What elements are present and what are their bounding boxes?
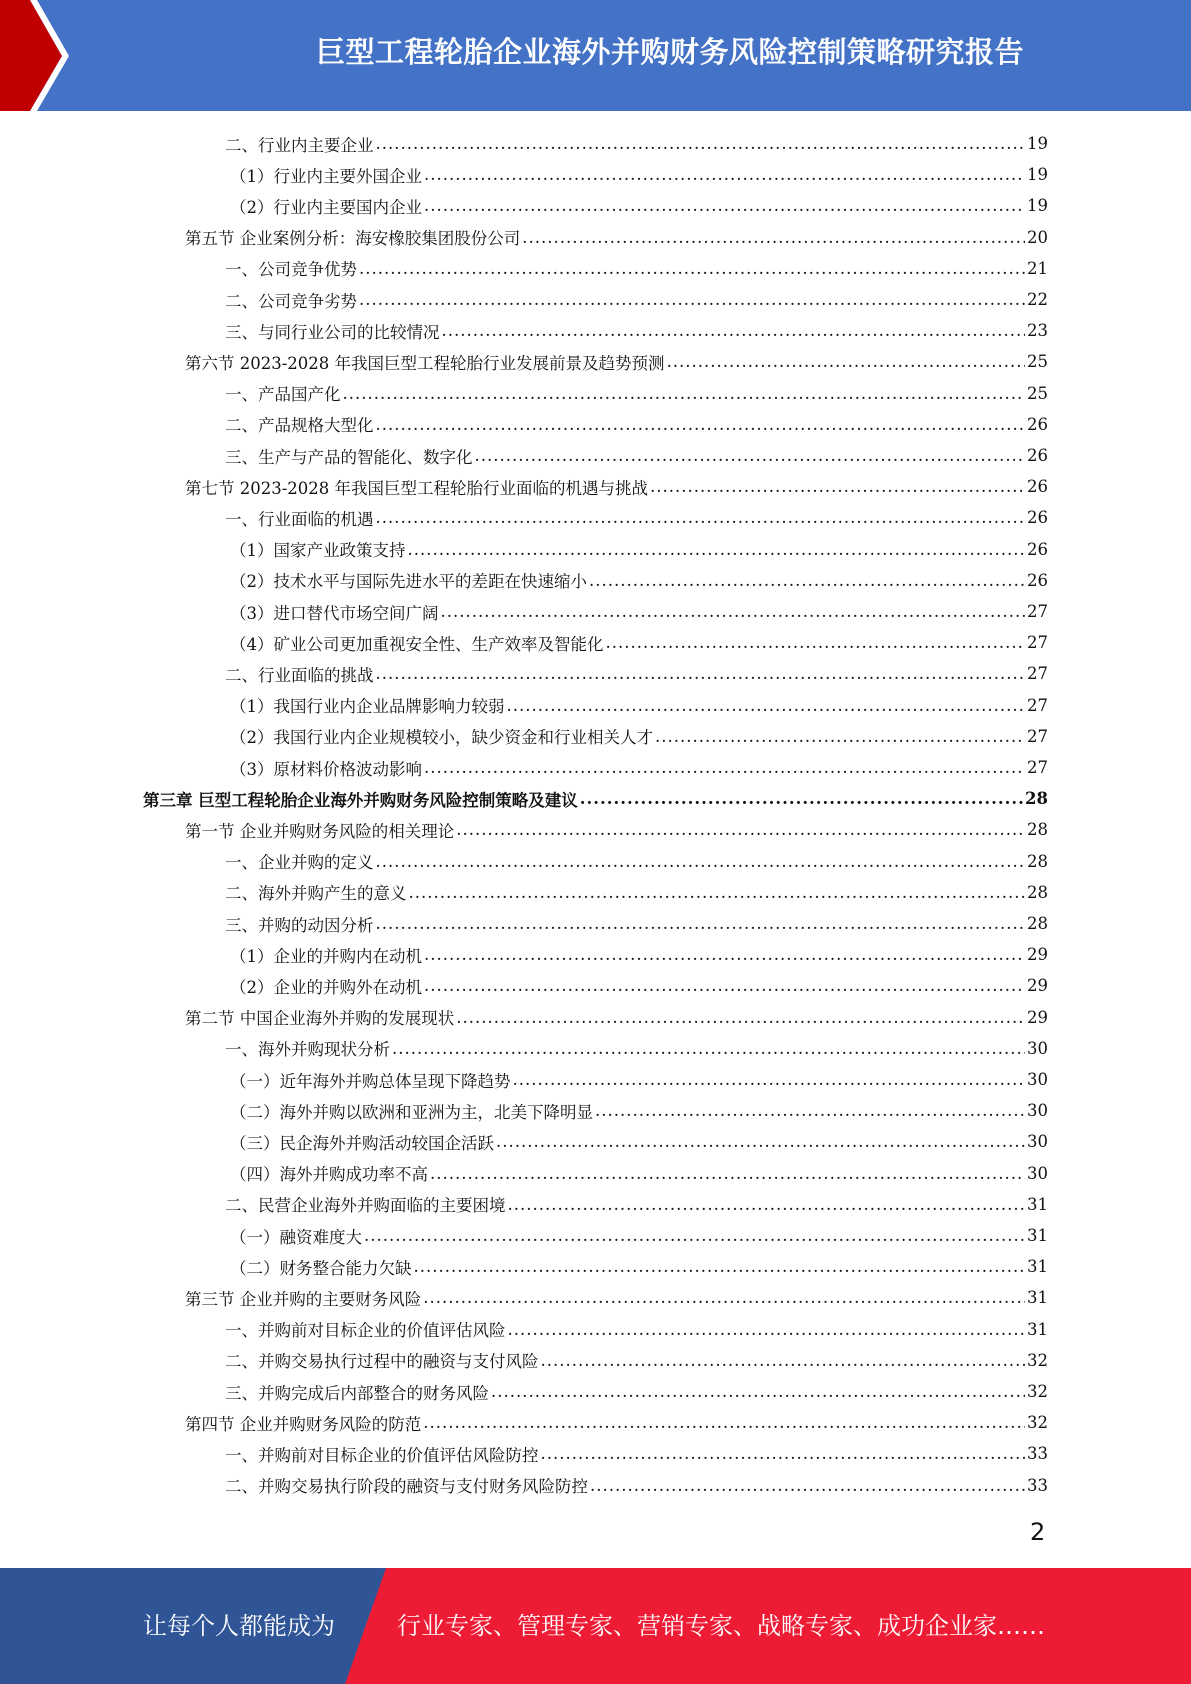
toc-entry-title: 三、并购的动因分析 [225, 915, 374, 935]
toc-leader-dots [507, 696, 1026, 715]
toc-entry-page: 28 [1027, 820, 1048, 840]
toc-entry-page: 21 [1027, 258, 1048, 278]
toc-entry-title: 一、并购前对目标企业的价值评估风险防控 [225, 1445, 539, 1465]
page-footer [0, 1568, 1191, 1684]
toc-leader-dots [424, 976, 1025, 995]
toc-leader-dots [343, 384, 1026, 403]
toc-leader-dots [508, 1320, 1026, 1339]
toc-entry-title: 一、海外并购现状分析 [225, 1040, 390, 1060]
toc-leader-dots [376, 852, 1026, 871]
toc-entry[interactable] [225, 1314, 1048, 1345]
toc-entry[interactable] [225, 128, 1048, 159]
toc-entry-page: 31 [1027, 1319, 1048, 1339]
toc-entry[interactable] [225, 1033, 1048, 1064]
toc-entry-title: （2）行业内主要国内企业 [230, 197, 422, 217]
toc-entry[interactable] [185, 1002, 1048, 1033]
toc-entry-page: 33 [1027, 1444, 1048, 1464]
toc-entry-page: 28 [1027, 882, 1048, 902]
toc-entry-page: 30 [1027, 1132, 1048, 1152]
toc-entry[interactable] [230, 190, 1048, 221]
toc-entry-page: 27 [1027, 602, 1048, 621]
toc-leader-dots [508, 1195, 1026, 1214]
toc-entry-page: 30 [1027, 1070, 1048, 1089]
toc-leader-dots [423, 1413, 1025, 1432]
toc-entry-page: 19 [1027, 165, 1048, 185]
toc-entry-page: 26 [1027, 539, 1048, 559]
toc-entry-page: 29 [1027, 976, 1048, 996]
toc-entry-title: （1）企业的并购内在动机 [230, 946, 422, 966]
toc-entry-page: 28 [1027, 851, 1048, 871]
toc-entry-page: 31 [1027, 1194, 1048, 1214]
toc-entry-title: 第五节 企业案例分析：海安橡胶集团股份公司 [185, 229, 521, 249]
toc-entry-page: 31 [1027, 1226, 1048, 1245]
toc-leader-dots [414, 1257, 1026, 1276]
toc-entry[interactable] [230, 1158, 1048, 1189]
toc-entry-page: 32 [1027, 1350, 1048, 1370]
toc-leader-dots [650, 477, 1025, 496]
toc-entry-title: （3）进口替代市场空间广阔 [230, 603, 439, 623]
toc-leader-dots [475, 446, 1026, 465]
toc-leader-dots [589, 571, 1025, 590]
toc-entry[interactable] [225, 253, 1048, 284]
toc-entry-title: 第三章 巨型工程轮胎企业海外并购财务风险控制策略及建议 [143, 790, 578, 810]
page-header [0, 0, 1191, 111]
toc-entry-title: 二、行业内主要企业 [225, 135, 374, 155]
toc-entry[interactable] [225, 658, 1048, 689]
toc-entry[interactable] [225, 1345, 1048, 1376]
toc-entry-title: 二、并购交易执行过程中的融资与支付风险 [225, 1352, 539, 1372]
toc-leader-dots [359, 290, 1025, 309]
toc-leader-dots [408, 540, 1026, 559]
toc-leader-dots [424, 758, 1025, 777]
header-chevron-decoration [0, 0, 160, 111]
toc-entry-title: 一、公司竞争优势 [225, 260, 357, 280]
toc-leader-dots [456, 1008, 1025, 1027]
toc-entry[interactable] [230, 627, 1048, 658]
toc-entry-title: （3）原材料价格波动影响 [230, 759, 422, 779]
toc-entry[interactable] [185, 1282, 1048, 1313]
toc-entry-page: 26 [1027, 570, 1048, 590]
toc-entry[interactable] [225, 1470, 1048, 1501]
toc-entry-page: 29 [1027, 1007, 1048, 1027]
toc-entry-page: 33 [1027, 1475, 1048, 1495]
toc-entry[interactable] [230, 596, 1048, 627]
toc-entry-page: 27 [1027, 726, 1048, 746]
toc-leader-dots [424, 165, 1025, 184]
toc-leader-dots [655, 727, 1025, 746]
toc-entry-page: 23 [1027, 321, 1048, 341]
toc-leader-dots [456, 820, 1025, 839]
toc-entry-title: （一）融资难度大 [230, 1227, 362, 1247]
toc-leader-dots [541, 1444, 1026, 1463]
toc-leader-dots [376, 664, 1026, 683]
toc-leader-dots [423, 1288, 1025, 1307]
toc-entry-page: 32 [1027, 1413, 1048, 1433]
toc-leader-dots [442, 321, 1026, 340]
toc-entry-page: 30 [1027, 1101, 1048, 1121]
toc-entry-title: 二、民营企业海外并购面临的主要困境 [225, 1196, 506, 1216]
toc-entry-title: （一）近年海外并购总体呈现下降趋势 [230, 1071, 511, 1091]
toc-entry-page: 26 [1027, 414, 1048, 434]
toc-entry-page: 30 [1027, 1038, 1048, 1058]
toc-entry-page: 27 [1027, 633, 1048, 653]
toc-leader-dots [376, 508, 1026, 527]
toc-leader-dots [606, 633, 1026, 652]
toc-entry[interactable] [225, 284, 1048, 315]
toc-leader-dots [424, 196, 1025, 215]
toc-leader-dots [496, 1132, 1025, 1151]
toc-entry[interactable] [230, 752, 1048, 783]
toc-entry[interactable] [143, 783, 1048, 814]
toc-leader-dots [441, 602, 1026, 621]
toc-entry-title: 二、行业面临的挑战 [225, 665, 374, 685]
toc-leader-dots [513, 1070, 1026, 1089]
toc-leader-dots [376, 914, 1026, 933]
toc-entry[interactable] [225, 440, 1048, 471]
toc-entry-title: 一、产品国产化 [225, 385, 341, 405]
toc-leader-dots [595, 1101, 1025, 1120]
toc-entry[interactable] [230, 970, 1048, 1001]
toc-entry[interactable] [225, 1376, 1048, 1407]
toc-entry-page: 27 [1027, 664, 1048, 684]
toc-entry[interactable] [230, 939, 1048, 970]
toc-entry-page: 28 [1025, 789, 1048, 809]
toc-entry[interactable] [230, 534, 1048, 565]
toc-entry-page: 25 [1027, 383, 1048, 403]
toc-entry[interactable] [225, 1438, 1048, 1469]
toc-entry[interactable] [225, 1189, 1048, 1220]
toc-entry-title: 二、产品规格大型化 [225, 416, 374, 436]
toc-entry-title: 第一节 企业并购财务风险的相关理论 [185, 821, 455, 841]
toc-entry-title: （2）我国行业内企业规模较小，缺少资金和行业相关人才 [230, 728, 653, 748]
toc-entry-page: 27 [1027, 758, 1048, 777]
toc-entry-page: 31 [1027, 1257, 1048, 1277]
toc-entry-page: 27 [1027, 695, 1048, 715]
toc-entry[interactable] [185, 346, 1048, 377]
toc-entry[interactable] [230, 1220, 1048, 1251]
toc-entry-title: （1）国家产业政策支持 [230, 541, 406, 561]
toc-entry-title: （四）海外并购成功率不高 [230, 1165, 428, 1185]
toc-leader-dots [491, 1382, 1025, 1401]
toc-entry-page: 25 [1027, 352, 1048, 372]
toc-entry[interactable] [230, 159, 1048, 190]
toc-entry-title: 第二节 中国企业海外并购的发展现状 [185, 1009, 455, 1029]
toc-entry[interactable] [225, 315, 1048, 346]
toc-entry[interactable] [230, 721, 1048, 752]
toc-entry-page: 26 [1027, 446, 1048, 465]
toc-entry-page: 19 [1027, 196, 1048, 216]
toc-entry[interactable] [230, 690, 1048, 721]
toc-entry-title: 一、企业并购的定义 [225, 853, 374, 873]
toc-leader-dots [580, 789, 1023, 808]
toc-entry-page: 31 [1027, 1288, 1048, 1308]
toc-entry-title: （二）海外并购以欧洲和亚洲为主，北美下降明显 [230, 1102, 593, 1122]
footer-slogan-right: 行业专家、管理专家、营销专家、战略专家、成功企业家…… [397, 1612, 1045, 1640]
toc-entry[interactable] [185, 222, 1048, 253]
report-title: 巨型工程轮胎企业海外并购财务风险控制策略研究报告 [315, 35, 1024, 69]
toc-entry-title: 二、并购交易执行阶段的融资与支付财务风险防控 [225, 1477, 588, 1497]
toc-entry-title: 第六节 2023-2028 年我国巨型工程轮胎行业发展前景及趋势预测 [185, 353, 665, 373]
toc-entry[interactable] [225, 908, 1048, 939]
toc-entry-title: 第四节 企业并购财务风险的防范 [185, 1414, 422, 1434]
toc-entry-page: 19 [1027, 134, 1048, 153]
toc-entry-page: 20 [1027, 227, 1048, 247]
toc-entry[interactable] [185, 471, 1048, 502]
toc-entry-title: 第三节 企业并购的主要财务风险 [185, 1289, 422, 1309]
toc-entry[interactable] [225, 846, 1048, 877]
toc-entry-title: 二、公司竞争劣势 [225, 291, 357, 311]
toc-entry[interactable] [230, 1095, 1048, 1126]
toc-entry-title: 三、生产与产品的智能化、数字化 [225, 447, 473, 467]
toc-entry[interactable] [185, 1407, 1048, 1438]
toc-entry-page: 29 [1027, 945, 1048, 965]
toc-leader-dots [590, 1476, 1025, 1495]
toc-entry-page: 26 [1027, 508, 1048, 528]
page-number: 2 [1030, 1518, 1046, 1546]
toc-entry-page: 26 [1027, 477, 1048, 497]
toc-entry[interactable] [225, 502, 1048, 533]
toc-entry-title: 三、与同行业公司的比较情况 [225, 322, 440, 342]
toc-entry[interactable] [230, 1126, 1048, 1157]
toc-entry-page: 28 [1027, 914, 1048, 933]
toc-entry[interactable] [225, 409, 1048, 440]
toc-leader-dots [359, 259, 1025, 278]
toc-entry-title: （1）我国行业内企业品牌影响力较弱 [230, 697, 505, 717]
toc-entry[interactable] [230, 1064, 1048, 1095]
toc-entry-page: 32 [1027, 1382, 1048, 1401]
toc-leader-dots [409, 883, 1026, 902]
toc-entry-title: （1）行业内主要外国企业 [230, 166, 422, 186]
toc-entry[interactable] [225, 877, 1048, 908]
toc-entry[interactable] [225, 378, 1048, 409]
toc-entry-title: （4）矿业公司更加重视安全性、生产效率及智能化 [230, 634, 604, 654]
toc-entry-page: 30 [1027, 1163, 1048, 1183]
toc-entry-title: 一、行业面临的机遇 [225, 509, 374, 529]
toc-leader-dots [522, 228, 1025, 247]
toc-entry-title: 第七节 2023-2028 年我国巨型工程轮胎行业面临的机遇与挑战 [185, 478, 649, 498]
toc-entry[interactable] [230, 1251, 1048, 1282]
toc-entry[interactable] [230, 565, 1048, 596]
toc-entry-title: （三）民企海外并购活动较国企活跃 [230, 1133, 494, 1153]
toc-entry-title: （2）企业的并购外在动机 [230, 977, 422, 997]
toc-entry-title: 三、并购完成后内部整合的财务风险 [225, 1383, 489, 1403]
toc-entry-title: （二）财务整合能力欠缺 [230, 1258, 412, 1278]
toc-leader-dots [364, 1226, 1025, 1245]
footer-slogan-left: 让每个人都能成为 [143, 1612, 335, 1640]
toc-leader-dots [667, 352, 1025, 371]
toc-leader-dots [430, 1164, 1025, 1183]
toc-entry[interactable] [185, 814, 1048, 845]
toc-leader-dots [392, 1039, 1025, 1058]
toc-leader-dots [541, 1351, 1026, 1370]
toc-leader-dots [376, 415, 1026, 434]
toc-entry-page: 22 [1027, 290, 1048, 309]
toc-entry-title: 二、海外并购产生的意义 [225, 884, 407, 904]
toc-leader-dots [424, 945, 1025, 964]
toc-leader-dots [376, 134, 1026, 153]
toc-entry-title: 一、并购前对目标企业的价值评估风险 [225, 1321, 506, 1341]
toc-entry-title: （2）技术水平与国际先进水平的差距在快速缩小 [230, 572, 587, 592]
